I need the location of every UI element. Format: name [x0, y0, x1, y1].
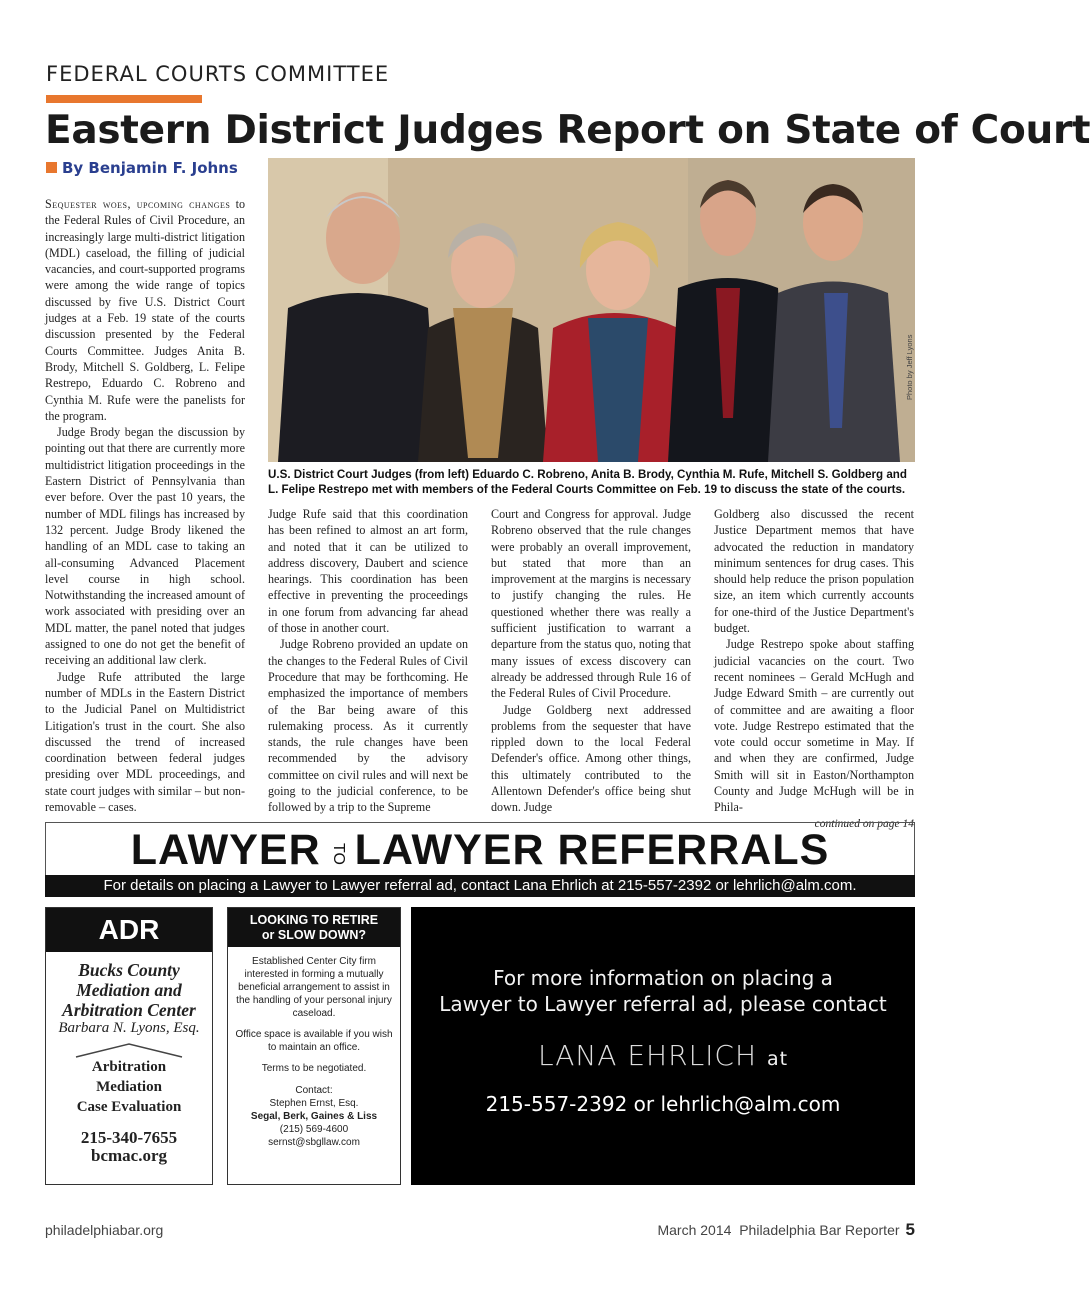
retire-head-line: LOOKING TO RETIRE	[249, 913, 379, 927]
article-column-3	[491, 506, 691, 816]
byline-text: By Benjamin F. Johns	[62, 159, 238, 177]
article-paragraph: Judge Rufe said that this coordination has been refined to almost an art form, and noted that it can be utilized to address discovery, Daubert and science hearings. This coordination has been effective in preventing the proceedings in one forum from advancing far ahead of those in another court.	[268, 507, 468, 636]
footer-date: March 2014	[657, 1222, 732, 1238]
section-accent-bar	[46, 95, 202, 103]
byline	[46, 159, 238, 177]
info-ad-text	[411, 965, 915, 1017]
article-column-4	[714, 506, 914, 832]
article-paragraph: Judge Robreno provided an update on the changes to the Federal Rules of Civil Procedure that may be forthcoming. He emphasized the importance of members of the Bar being aware of this rulemaking process. As it currently stands, the rule changes have been recommended by the advisory committee on civil rules and will next be going to the judicial conference, to be followed by a trip to the Supreme	[268, 637, 468, 815]
article-paragraph: Judge Brody began the discussion by pointing out that there are currently more multidistrict litigation proceedings in the Eastern District of Pennsylvania than ever before. Over the past 10 years, the number of MDL filings has increased by 132 percent. Judge Brody likened the handling of an MDL case to taking an all-consuming Advanced Placement level course in high school. Notwithstanding the increased amount of work associated with presiding over an MDL matter, the panel noted that judges assigned to one do not get the benefit of receiving an additional law clerk.	[45, 425, 245, 668]
continued-note: continued on page 14	[814, 817, 914, 830]
adr-ad-service: Case Evaluation	[76, 1099, 182, 1115]
info-name: LANA EHRLICH	[537, 1039, 758, 1072]
ltl-banner-title	[45, 822, 915, 882]
article-column-1	[45, 196, 245, 815]
article-paragraph: Judge Goldberg next addressed problems from the sequester that have rippled down to the local Federal Defender's office. Among other things, this ultimately contributed to the Allentown Defender's office being shut down. Judge	[491, 702, 691, 815]
adr-ad-person: Barbara N. Lyons, Esq.	[58, 1020, 200, 1036]
adr-ad-website: bcmac.org	[90, 1146, 167, 1165]
adr-ad-service: Arbitration	[91, 1059, 167, 1075]
adr-name-line: Arbitration Center	[62, 1000, 196, 1020]
retire-ad-office: Office space is available if you wish to maintain an office.	[235, 1029, 393, 1053]
contact-phone: (215) 569-4600	[279, 1124, 349, 1135]
retire-ad-contact	[234, 1084, 394, 1149]
contact-label: Contact:	[295, 1085, 333, 1096]
adr-name-line: Mediation and	[76, 980, 182, 1000]
adr-ad-phone: 215-340-7655	[80, 1128, 178, 1147]
adr-ad	[45, 907, 213, 1185]
info-line: For more information on placing a	[493, 966, 833, 990]
house-roof-icon	[46, 1043, 212, 1057]
article-paragraph	[45, 196, 245, 424]
photo-caption: U.S. District Court Judges (from left) Eduardo C. Robreno, Anita B. Brody, Cynthia M. Rufe, Mitchell S. Goldberg and L. Felipe Restrepo met with members of the Federal Courts Committee on Feb. 19 to discuss the state of the courts.	[268, 468, 907, 496]
article-paragraph: Goldberg also discussed the recent Justice Department memos that have advocated the reduction in mandatory minimum sentences for drug cases. This should help reduce the prison population size, an item which currently accounts for one-third of the Justice Department's budget.	[714, 507, 914, 636]
adr-ad-service: Mediation	[96, 1079, 162, 1095]
retire-ad-terms: Terms to be negotiated.	[261, 1063, 367, 1074]
retire-ad-header	[228, 908, 400, 947]
byline-square-icon	[46, 162, 57, 173]
adr-ad-center-name	[46, 960, 212, 1020]
contact-name: Stephen Ernst, Esq.	[269, 1098, 359, 1109]
judges-photo-illustration	[268, 158, 915, 462]
adr-ad-header: ADR	[46, 908, 212, 952]
contact-firm: Segal, Berk, Gaines & Liss	[250, 1111, 378, 1122]
footer-pub-name: Philadelphia Bar Reporter	[739, 1222, 900, 1238]
retire-ad	[227, 907, 401, 1185]
article-paragraph: Court and Congress for approval. Judge Robreno observed that the rule changes were probably an overall improvement, but stated that more than an improvement at the margins is necessary to justify changing the rules. He questioned whether there was really a sufficient justification to warrant a departure from the status quo, noting that many issues of excess discovery can already be addressed through Rule 16 of the Federal Rules of Civil Procedure.	[491, 507, 691, 701]
referral-info-ad	[411, 907, 915, 1185]
article-paragraph: Judge Rufe attributed the large number of MDLs in the Eastern District to the Judicial Panel on Multidistrict Litigation's trust in the court. She also discussed the trend of increased coordination between federal judges presiding over MDL proceedings, and state court judges with similar – but non-removable – cases.	[45, 669, 245, 814]
ltl-title-to: TO	[329, 843, 347, 865]
contact-email[interactable]: sernst@sbgllaw.com	[268, 1137, 360, 1148]
ltl-banner-strip: For details on placing a Lawyer to Lawyer referral ad, contact Lana Ehrlich at 215-557-2392 or lehrlich@alm.com.	[45, 875, 915, 897]
adr-name-line: Bucks County	[78, 960, 180, 980]
judges-photo	[268, 158, 915, 462]
ltl-title-right: LAWYER REFERRALS	[354, 826, 830, 874]
article-paragraph: Judge Restrepo spoke about staffing judicial vacancies on the court. Two recent nominees – Gerald McHugh and Judge Edward Smith – are currently out of committee and are awaiting a floor vote. Judge Restrepo estimated that the vote could occur sometime in May. If and when they are confirmed, Judge Smith will sit in Easton/Northampton County and Judge McHugh will be in Phila-	[714, 637, 914, 815]
info-ad-contact-name	[411, 1039, 915, 1072]
retire-ad-body: Established Center City firm interested in forming a mutually beneficial arrangement to assist in the handling of your personal injury caseload.	[236, 956, 392, 1019]
retire-head-line: or SLOW DOWN?	[261, 928, 367, 942]
section-label: FEDERAL COURTS COMMITTEE	[46, 62, 390, 86]
article-column-2	[268, 506, 468, 816]
info-line: Lawyer to Lawyer referral ad, please contact	[439, 992, 887, 1016]
footer-publication	[657, 1220, 915, 1240]
ltl-title-left: LAWYER	[130, 826, 321, 874]
headline: Eastern District Judges Report on State of Court	[45, 108, 1090, 153]
photo-credit: Photo by Jeff Lyons	[905, 334, 914, 400]
info-ad-contact[interactable]: 215-557-2392 or lehrlich@alm.com	[485, 1092, 841, 1116]
lead-rest: to the Federal Rules of Civil Procedure, an increasingly large multi-district litigation (MDL) caseload, the filling of judicial vacancies, and court-supported programs were among the wide range of topics discussed by five U.S. District Court judges at a Feb. 19 state of the courts discussion presented by the Federal Courts Committee. Judges Anita B. Brody, Mitchell S. Goldberg, L. Felipe Restrepo, Eduardo C. Robreno and Cynthia M. Rufe were the panelists for the program.	[45, 197, 245, 423]
lead-smallcaps: Sequester woes, upcoming changes	[45, 197, 231, 211]
page-number: 5	[905, 1220, 915, 1239]
footer-website[interactable]: philadelphiabar.org	[45, 1222, 164, 1238]
info-at: at	[766, 1048, 789, 1070]
